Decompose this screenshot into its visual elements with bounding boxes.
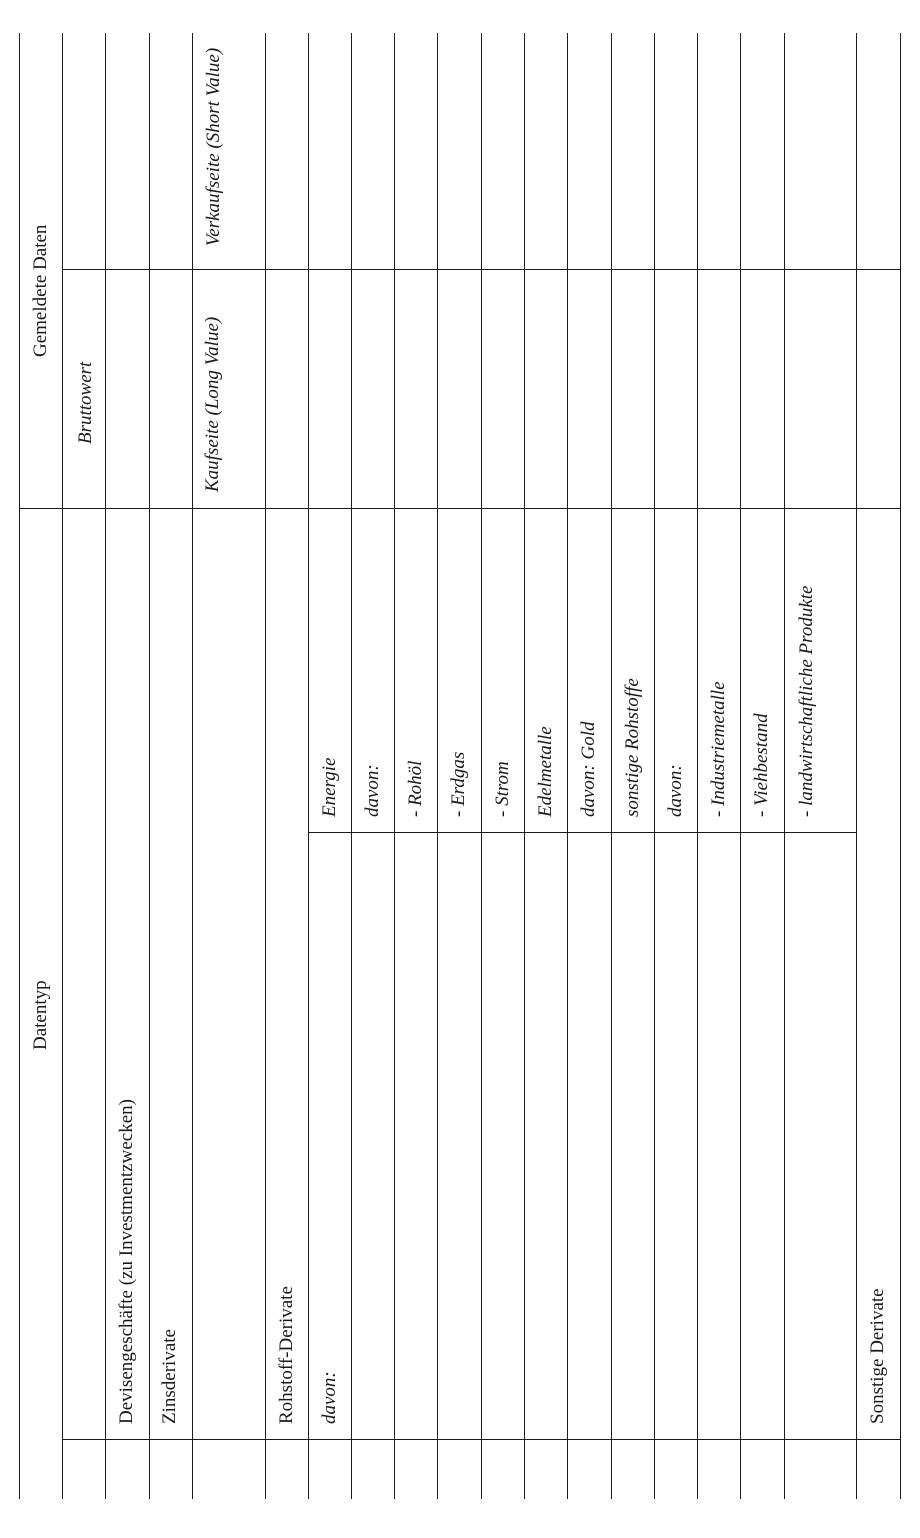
row-davon-main: davon: [319,1371,340,1424]
column-line-subcategory [308,832,856,833]
row-line-5 [265,33,266,1499]
row-line-1 [62,33,63,1499]
row-davon-gold: davon: Gold [578,721,599,817]
column-line-bottom-inner [62,1439,900,1440]
row-line-2 [105,33,106,1499]
row-industriemetalle: - Industriemetalle [708,681,729,817]
column-line-brutto-split [62,269,900,270]
row-line-17 [784,33,785,1499]
row-line-18 [856,33,857,1499]
row-line-11 [524,33,525,1499]
row-line-15 [697,33,698,1499]
row-line-12 [567,33,568,1499]
row-edelmetalle: Edelmetalle [535,726,556,817]
header-bruttowert: Bruttowert [75,361,96,444]
header-datentyp: Datentyp [30,980,51,1050]
row-rohoel: - Rohöl [405,760,426,817]
row-line-4 [192,33,193,1499]
row-line-6 [308,33,309,1499]
row-erdgas: - Erdgas [448,751,469,817]
row-line-9 [437,33,438,1499]
row-davon-energie: davon: [362,764,383,817]
row-line-16 [740,33,741,1499]
row-zinsderivate: Zinsderivate [159,1329,180,1424]
header-gemeldete-daten: Gemeldete Daten [30,224,51,357]
row-line-7 [351,33,352,1499]
header-verkaufseite: Verkaufseite (Short Value) [203,47,224,247]
row-rohstoff-derivate: Rohstoff-Derivate [276,1286,297,1424]
row-landwirtschaftliche-produkte: - landwirtschaftliche Produkte [796,585,817,817]
row-line-19 [900,33,901,1499]
row-strom: - Strom [492,761,513,817]
column-line-datentyp-gemeldete [19,508,900,509]
row-viehbestand: - Viehbestand [751,713,772,817]
row-devisengeschaefte: Devisengeschäfte (zu Investmentzwecken) [116,1099,137,1424]
row-line-8 [394,33,395,1499]
row-davon-sonstige: davon: [665,764,686,817]
row-sonstige-derivate: Sonstige Derivate [867,1288,888,1424]
row-line-13 [611,33,612,1499]
row-line-0 [19,33,20,1499]
header-kaufseite: Kaufseite (Long Value) [202,316,223,492]
row-sonstige-rohstoffe: sonstige Rohstoffe [622,678,643,817]
row-line-14 [654,33,655,1499]
row-energie: Energie [319,757,340,817]
row-line-3 [149,33,150,1499]
row-line-10 [481,33,482,1499]
